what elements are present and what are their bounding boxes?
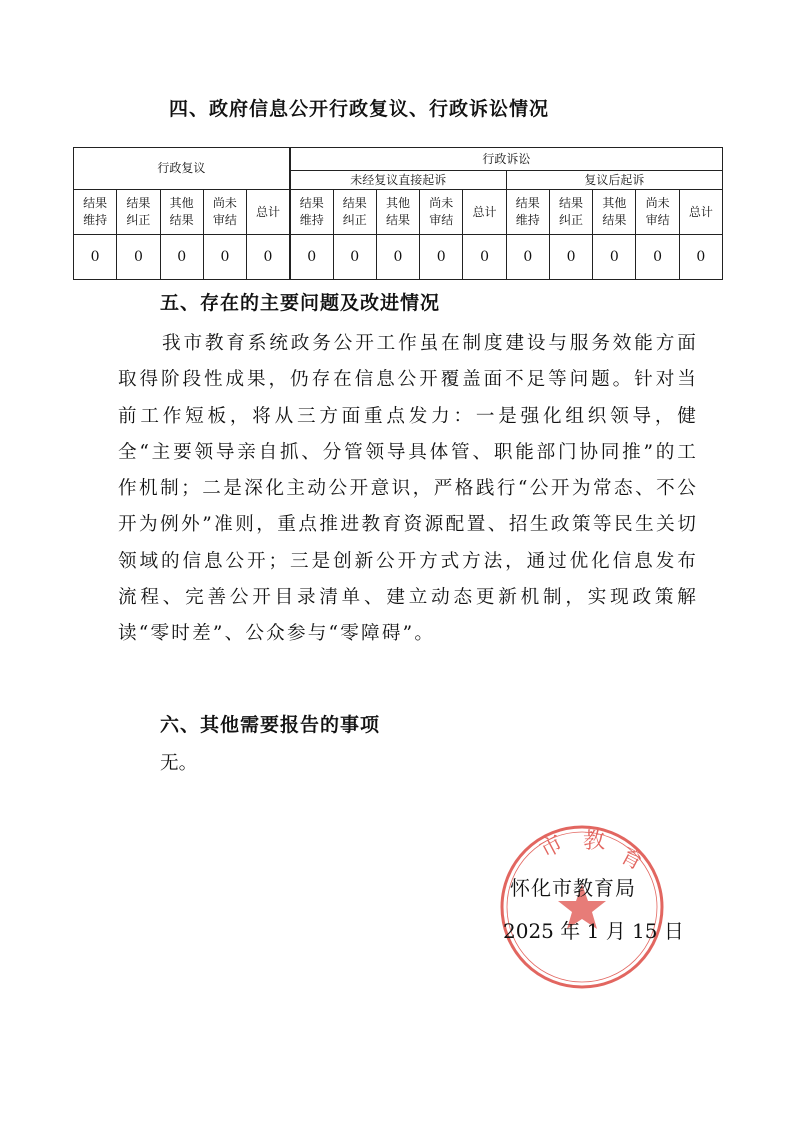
after-review-lawsuit-header: 复议后起诉 — [506, 171, 722, 190]
table-cell: 0 — [679, 235, 722, 280]
table-cell: 0 — [636, 235, 679, 280]
section-6-heading: 六、其他需要报告的事项 — [160, 714, 381, 736]
table-cell: 0 — [506, 235, 549, 280]
table-cell: 0 — [549, 235, 592, 280]
official-seal-icon — [497, 822, 667, 992]
section-5-heading: 五、存在的主要问题及改进情况 — [160, 292, 441, 314]
table-cell: 0 — [463, 235, 506, 280]
direct-lawsuit-header: 未经复议直接起诉 — [290, 171, 506, 190]
svg-text:市: 市 — [536, 830, 568, 864]
col-header-total: 总计 — [463, 190, 506, 235]
issue-date: 2025 年 1 月 15 日 — [503, 919, 684, 943]
section-5-paragraph: 我市教育系统政务公开工作虽在制度建设与服务效能方面取得阶段性成果，仍存在信息公开覆盖面不足等问题。针对当前工作短板，将从三方面重点发力：一是强化组织领导，健全“主要领导亲自抓、分管领导具体管、职能部门协同推”的工作机制；二是深化主动公开意识，严格践行“公开为常态、不公开为例外”准则，重点推进教育资源配置、招生政策等民生关切领域的信息公开；三是创新公开方式方法，通过优化信息发布流程、完善公开目录清单、建立动态更新机制，实现政策解读“零时差”、公众参与“零障碍”。 — [118, 333, 698, 645]
col-header-maintained: 结果 维持 — [74, 190, 117, 235]
col-header-corrected: 结果 纠正 — [333, 190, 376, 235]
table-cell: 0 — [247, 235, 290, 280]
table-cell: 0 — [160, 235, 203, 280]
table-cell: 0 — [290, 235, 333, 280]
col-header-maintained: 结果 维持 — [506, 190, 549, 235]
table-cell: 0 — [420, 235, 463, 280]
table-cell: 0 — [376, 235, 419, 280]
col-header-other: 其他 结果 — [160, 190, 203, 235]
issuer-name: 怀化市教育局 — [510, 876, 636, 900]
review-litigation-table — [73, 147, 723, 280]
svg-text:教: 教 — [583, 829, 606, 854]
col-header-pending: 尚未 审结 — [636, 190, 679, 235]
svg-text:育: 育 — [616, 843, 648, 876]
table-cell: 0 — [117, 235, 160, 280]
col-header-total: 总计 — [679, 190, 722, 235]
col-header-pending: 尚未 审结 — [203, 190, 246, 235]
col-header-total: 总计 — [247, 190, 290, 235]
table-cell: 0 — [333, 235, 376, 280]
col-header-other: 其他 结果 — [593, 190, 636, 235]
admin-review-header: 行政复议 — [74, 148, 290, 190]
section-4-heading: 四、政府信息公开行政复议、行政诉讼情况 — [169, 98, 550, 120]
litigation-header: 行政诉讼 — [290, 148, 723, 171]
table-cell: 0 — [593, 235, 636, 280]
col-header-corrected: 结果 纠正 — [549, 190, 592, 235]
section-6-paragraph: 无。 — [160, 753, 198, 774]
col-header-maintained: 结果 维持 — [290, 190, 333, 235]
col-header-other: 其他 结果 — [376, 190, 419, 235]
table-cell: 0 — [74, 235, 117, 280]
table-cell: 0 — [203, 235, 246, 280]
col-header-pending: 尚未 审结 — [420, 190, 463, 235]
col-header-corrected: 结果 纠正 — [117, 190, 160, 235]
